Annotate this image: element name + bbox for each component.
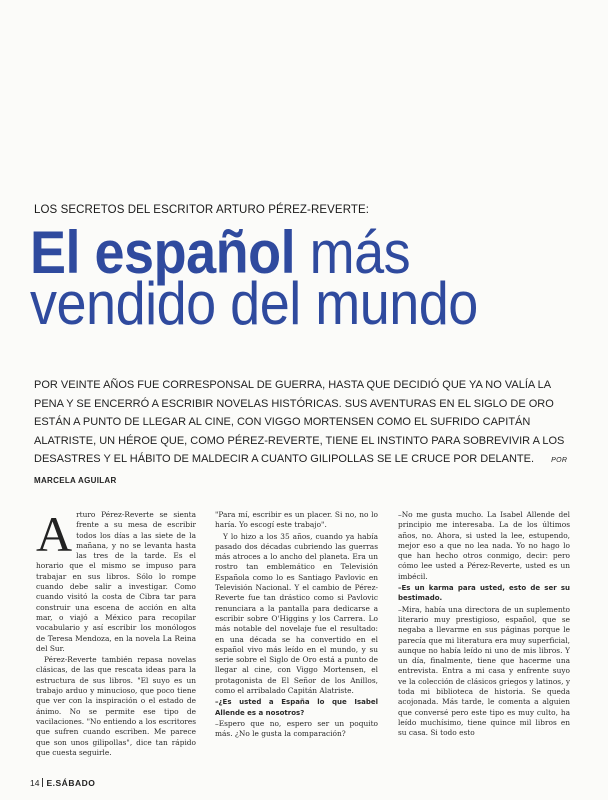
paragraph: "Para mí, escribir es un placer. Si no, no lo haría. Yo escogí este trabajo".: [215, 510, 378, 530]
publication-prefix: E: [46, 778, 53, 788]
headline-line2: vendido del mundo: [30, 270, 478, 338]
column-1: [36, 510, 196, 780]
interview-answer: –Espero que no, espero ser un poquito más. ¿No le gusta la comparación?: [215, 718, 378, 739]
headline-light: más: [309, 219, 411, 287]
article-kicker: LOS SECRETOS DEL ESCRITOR ARTURO PÉREZ-REVERTE:: [34, 204, 370, 216]
byline-prefix: POR: [551, 457, 568, 464]
article-deck: [34, 376, 574, 490]
drop-cap: A: [36, 510, 73, 562]
headline-bold: El español: [30, 219, 296, 287]
page-number: 14: [30, 778, 40, 788]
paragraph: –Mira, había una directora de un suplemento literario muy prestigioso, español, que se negaba a llevarme en sus páginas porque le parecía que mi literatura era muy superficial, aunque no había leído ni uno de mis libros. Y un día, finalmente, tiene que hacerme una entrevista. Entra a mi casa y enfrente suyo ve la colección de clásicos griegos y latinos, y toda mi biblioteca de historia. Se queda acojonada. Más tarde, le comenta a alguien que conversé pero este tipo es muy culto, ha leído muchísimo, tiene quince mil libros en su casa. Si todo esto: [398, 604, 570, 738]
interview-question: –¿Es usted a España lo que Isabel Allende es a nosotros?: [215, 698, 378, 717]
column-3: [398, 510, 570, 780]
paragraph: Y lo hizo a los 35 años, cuando ya había pasado dos décadas cubriendo las guerras más atroces a lo ancho del planeta. Era un rostro tan emblemático en Televisión Española como lo es Santiago Pavlovic en Televisión Nacional. Y el cambio de Pérez-Reverte fue tan drástico como si Pavlovic renunciara a la pantalla para dedicarse a escribir sobre O'Higgins y los Carrera. Lo más notable del novelaje fue el resultado: en una década se ha convertido en el español vivo más leído en el mundo, y su serie sobre el Siglo de Oro está a punto de llegar al cine, con Viggo Mortensen, el protagonista de El Señor de los Anillos, como el arribalado Capitán Alatriste.: [215, 531, 378, 696]
paragraph: Pérez-Reverte también repasa novelas clásicas, de las que rescata ideas para la estructura de sus libros. "El suyo es un trabajo arduo y minucioso, que poco tiene que ver con la inspiración o el estado de ánimo. No se permite ese tipo de vacilaciones. "No entiendo a los escritores que sufren cuando escriben. Me parece que son unos gilipollas", dice tan rápido que cuesta seguirle.: [36, 655, 196, 757]
paragraph: –No me gusta mucho. La Isabel Allende del principio me interesaba. La de los últimos años, no. Ahora, si usted la lee, estupendo, mejor eso a que no lea nada. Yo no hago lo que han hecho otros conmigo, decir: pero cómo lee usted a Pérez-Reverte, usted es un imbécil.: [398, 510, 570, 581]
paragraph-text: rturo Pérez-Reverte se sienta frente a su mesa de escribir todos los días a las siete de la mañana, y no se levanta hasta las tres de la tarde. Es el horario que el mismo se impuso para trabajar en sus libros. Sólo lo rompe cuando debe salir a investigar. Como cuando visitó la costa de Cibra tar para construir una escena de acción en alta mar, o viajó a México para recopilar vocabulario y así escribir los monólogos de Teresa Mendoza, en la novela La Reina del Sur.: [36, 510, 196, 653]
deck-text: POR VEINTE AÑOS FUE CORRESPONSAL DE GUERRA, HASTA QUE DECIDIÓ QUE YA NO VALÍA LA PENA Y SE ENCERRÓ A ESCRIBIR NOVELAS HISTÓRICAS. SUS AVENTURAS EN EL SIGLO DE ORO ESTÁN A PUNTO DE LLEGAR AL CINE, CON VIGGO MORTENSEN COMO EL SUFRIDO CAPITÁN ALATRISTE, UN HÉROE QUE, COMO PÉREZ-REVERTE, TIENE EL INSTINTO PARA SOBREVIVIR A LOS DESASTRES Y EL HÁBITO DE MALDECIR A CUANTO GILIPOLLAS SE LE CRUCE POR DELANTE.: [34, 379, 565, 465]
interview-question: –Es un karma para usted, esto de ser su bestimado.: [398, 584, 570, 603]
paragraph: [36, 510, 196, 654]
publication-name: SÁBADO: [55, 778, 96, 788]
column-2: [215, 510, 378, 780]
divider: [42, 778, 43, 787]
byline-author: MARCELA AGUILAR: [34, 475, 117, 485]
page-footer: 14 E.SÁBADO: [30, 778, 96, 788]
headline: [30, 219, 590, 338]
